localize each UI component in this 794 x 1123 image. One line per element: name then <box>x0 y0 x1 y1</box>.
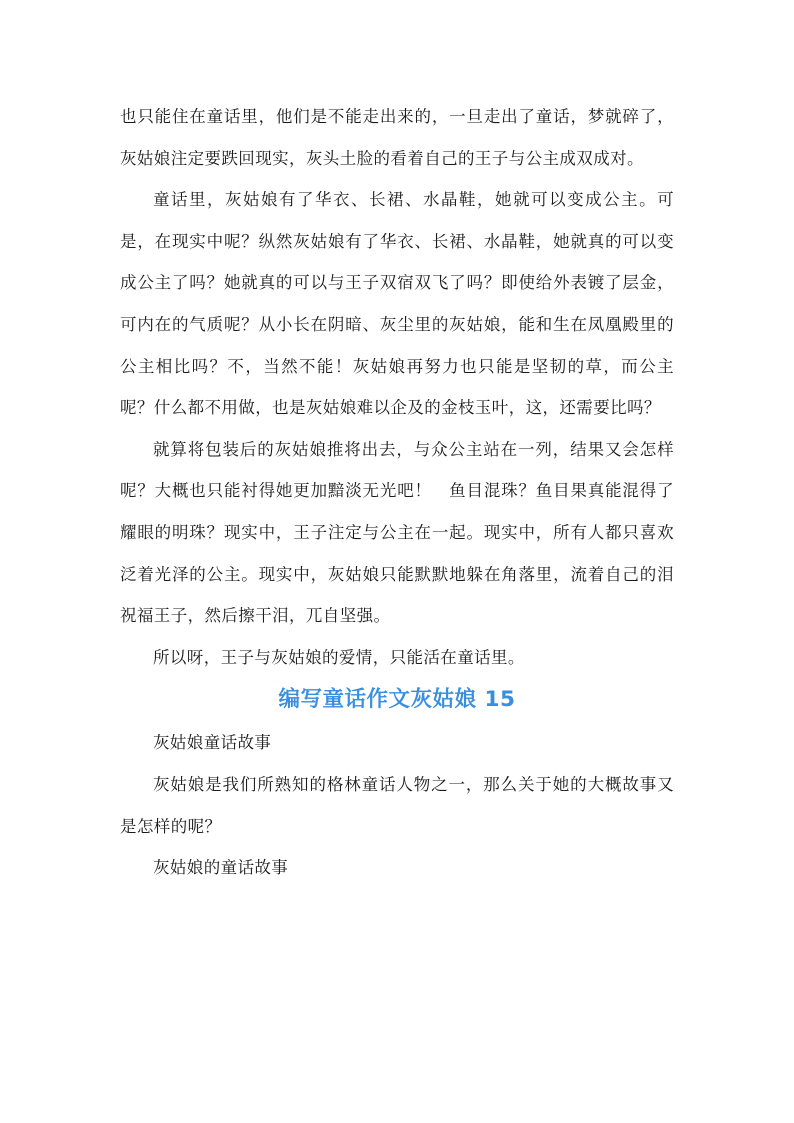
paragraph-reality: 就算将包装后的灰姑娘推将出去，与众公主站在一列，结果又会怎样呢？大概也只能衬得她更加黯淡无光吧！ 鱼目混珠？鱼目果真能混得了耀眼的明珠？现实中，王子注定与公主在一起。现实中，所有人都只喜欢泛着光泽的公主。现实中，灰姑娘只能默默地躲在角落里，流着自己的泪祝福王子，然后擦干泪，兀自坚强。 <box>120 439 674 626</box>
paragraph-conclusion: 所以呀，王子与灰姑娘的爱情，只能活在童话里。 <box>153 647 525 667</box>
paragraph-subtitle: 灰姑娘童话故事 <box>153 733 272 753</box>
document-page <box>120 96 674 889</box>
paragraph-story-label: 灰姑娘的童话故事 <box>153 858 289 878</box>
paragraph-fairytale-vs-reality: 童话里，灰姑娘有了华衣、长裙、水晶鞋，她就可以变成公主。可是，在现实中呢？纵然灰姑娘有了华衣、长裙、水晶鞋，她就真的可以变成公主了吗？她就真的可以与王子双宿双飞了吗？即使给外表镀了层金，可内在的气质呢？从小长在阴暗、灰尘里的灰姑娘，能和生在凤凰殿里的公主相比吗？不，当然不能！灰姑娘再努力也只能是坚韧的草，而公主呢？什么都不用做，也是灰姑娘难以企及的金枝玉叶，这，还需要比吗？ <box>120 190 674 418</box>
paragraph-continuation: 也只能住在童话里，他们是不能走出来的，一旦走出了童话，梦就碎了，灰姑娘注定要跌回现实，灰头土脸的看着自己的王子与公主成双成对。 <box>120 107 674 168</box>
section-title: 编写童话作文灰姑娘 15 <box>278 687 516 713</box>
paragraph-intro: 灰姑娘是我们所熟知的格林童话人物之一，那么关于她的大概故事又是怎样的呢？ <box>120 774 674 836</box>
